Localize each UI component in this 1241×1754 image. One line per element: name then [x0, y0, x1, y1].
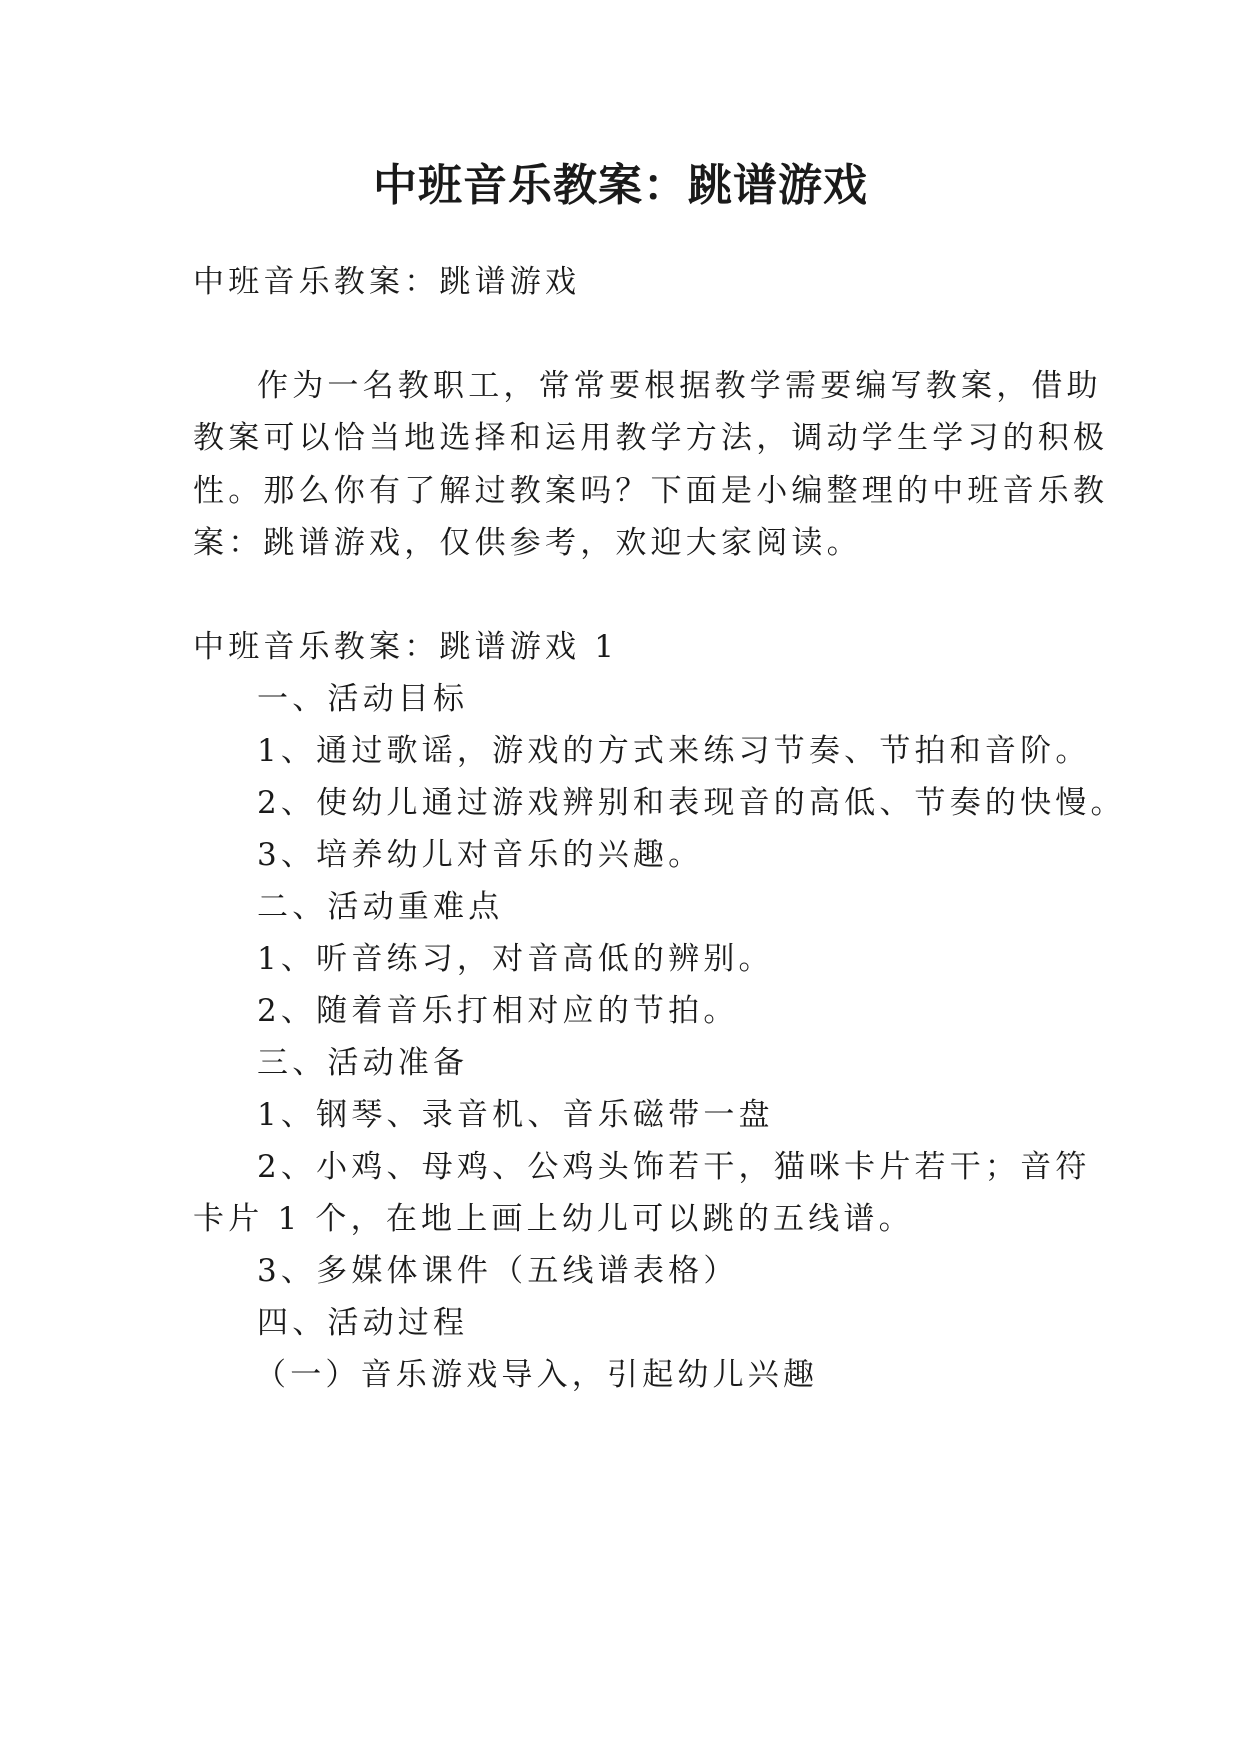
intro-line-2: 教案可以恰当地选择和运用教学方法，调动学生学习的积极 — [193, 420, 1109, 456]
body-line-9: 1、钢琴、录音机、音乐磁带一盘 — [257, 1097, 774, 1133]
body-line-14: （一）音乐游戏导入，引起幼儿兴趣 — [255, 1357, 819, 1393]
section-heading: 中班音乐教案：跳谱游戏 1 — [193, 629, 619, 665]
body-line-11: 卡片 1 个，在地上画上幼儿可以跳的五线谱。 — [193, 1201, 914, 1237]
document-subtitle: 中班音乐教案：跳谱游戏 — [193, 264, 581, 300]
body-line-1: 一、活动目标 — [257, 681, 469, 717]
body-line-7: 2、随着音乐打相对应的节拍。 — [257, 993, 739, 1029]
body-line-13: 四、活动过程 — [257, 1305, 469, 1341]
intro-line-4: 案：跳谱游戏，仅供参考，欢迎大家阅读。 — [193, 525, 862, 561]
body-line-12: 3、多媒体课件（五线谱表格） — [257, 1253, 739, 1289]
body-line-5: 二、活动重难点 — [257, 889, 504, 925]
body-line-6: 1、听音练习，对音高低的辨别。 — [257, 941, 774, 977]
body-line-2: 1、通过歌谣，游戏的方式来练习节奏、节拍和音阶。 — [257, 733, 1091, 769]
body-line-3: 2、使幼儿通过游戏辨别和表现音的高低、节奏的快慢。 — [257, 785, 1126, 821]
document-title: 中班音乐教案：跳谱游戏 — [373, 160, 868, 211]
intro-line-1: 作为一名教职工，常常要根据教学需要编写教案，借助 — [257, 368, 1102, 404]
body-line-8: 三、活动准备 — [257, 1045, 469, 1081]
intro-line-3: 性。那么你有了解过教案吗？下面是小编整理的中班音乐教 — [193, 473, 1109, 509]
body-line-10: 2、小鸡、母鸡、公鸡头饰若干，猫咪卡片若干；音符 — [257, 1149, 1091, 1185]
body-line-4: 3、培养幼儿对音乐的兴趣。 — [257, 837, 704, 873]
